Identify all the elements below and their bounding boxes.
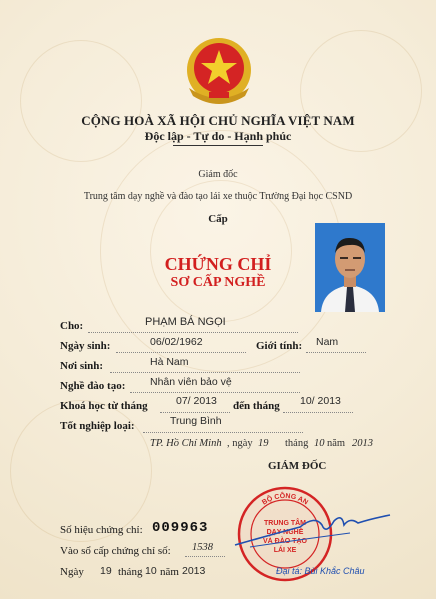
svg-text:LÁI XE: LÁI XE [273,547,297,554]
dob-value: 06/02/1962 [150,336,203,348]
grade-line [143,432,303,433]
book-line [185,556,225,557]
registry-year: 2013 [182,565,206,577]
birthplace-label: Nơi sinh: [60,360,104,372]
birthplace-value: Hà Nam [150,356,189,368]
gender-label: Giới tính: [256,340,303,352]
holder-photo [315,223,385,312]
svg-text:VÀ ĐÀO TẠO: VÀ ĐÀO TẠO [263,538,307,545]
recipient-name: PHẠM BÁ NGỌI [145,316,226,328]
national-motto: Độc lập - Tự do - Hạnh phúc [144,129,292,143]
issue-month: 10 [314,438,325,449]
country-header: CỘNG HOÀ XÃ HỘI CHỦ NGHĨA VIỆT NAM [81,113,355,128]
svg-text:TRUNG TÂM: TRUNG TÂM [264,520,306,527]
issue-year: 2013 [352,438,373,449]
grant-text: Cấp [208,213,228,225]
dob-label: Ngày sinh: [60,340,111,352]
trade-label: Nghề đào tạo: [60,380,126,392]
registry-year-label: năm [160,566,179,578]
issue-year-label: năm [327,438,346,449]
book-number: 1538 [192,542,213,553]
registry-day: 19 [100,565,112,577]
recipient-label: Cho: [60,320,84,332]
dob-line [116,352,246,353]
birthplace-line [110,372,300,373]
signer-name: Đại tá: Bùi Khắc Châu [276,566,365,576]
signer-title: GIÁM ĐỐC [268,460,327,472]
serial-label: Số hiệu chứng chỉ: [60,524,143,536]
grade-value: Trung Bình [170,415,222,427]
svg-text:DẠY NGHỀ: DẠY NGHỀ [266,529,304,536]
issuer-center: Trung tâm dạy nghề và đào tạo lái xe thuộc Trường Đại học CSND [83,191,353,202]
issuer-role: Giám đốc [198,169,238,180]
registry-month-label: tháng [118,566,143,578]
course-to-line [283,412,353,413]
trade-line [130,392,300,393]
handwritten-signature [230,505,400,550]
certificate-title: CHỨNG CHỈ [164,254,272,274]
issue-day: 19 [258,438,269,449]
course-to-value: 10/ 2013 [300,395,341,407]
gender-value: Nam [316,336,339,348]
course-to-label: đến tháng [233,400,280,412]
gender-line [306,352,366,353]
course-from-line [160,412,230,413]
registry-date-label: Ngày [60,566,84,578]
svg-text:BỘ CÔNG AN: BỘ CÔNG AN [261,492,309,507]
national-emblem-icon [179,36,259,108]
certificate-subtitle: SƠ CẤP NGHỀ [170,275,266,290]
issue-month-label: tháng [285,438,309,449]
issue-place: TP. Hồ Chí Minh [150,438,222,449]
trade-value: Nhân viên bảo vệ [150,376,232,388]
recipient-line [88,332,298,333]
course-label: Khoá học từ tháng [60,400,148,412]
serial-number: 009963 [152,520,209,536]
book-label: Vào sổ cấp chứng chỉ số: [60,545,171,557]
issue-day-label: , ngày [227,438,253,449]
grade-label: Tốt nghiệp loại: [60,420,135,432]
registry-month: 10 [145,565,157,577]
motto-underline [173,145,263,146]
course-from-value: 07/ 2013 [176,395,217,407]
